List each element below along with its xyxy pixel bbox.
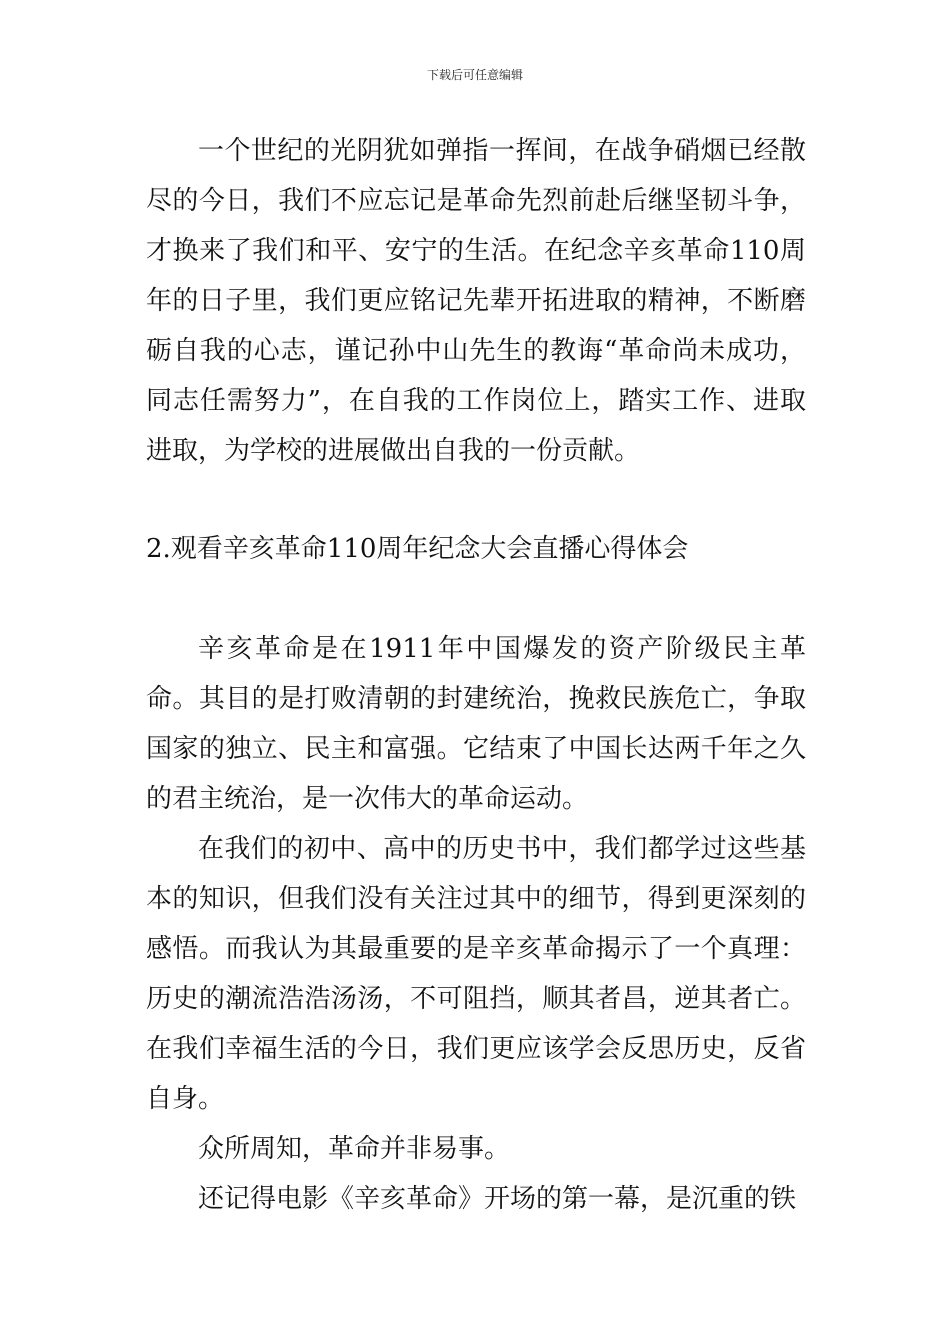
section-2-body: [146, 624, 806, 1224]
paragraph: 还记得电影《辛亥革命》开场的第一幕，是沉重的铁: [198, 1184, 797, 1214]
paragraph: 众所周知，革命并非易事。: [198, 1134, 511, 1164]
paragraph: 一个世纪的光阴犹如弹指一挥间，在战争硝烟已经散尽的今日，我们不应忘记是革命先烈前赴后继坚韧斗争，才换来了我们和平、安宁的生活。在纪念辛亥革命110周年的日子里，我们更应铭记先辈开拓进取的精神，不断磨砺自我的心志，谨记孙中山先生的教诲“革命尚未成功，同志任需努力”，在自我的工作岗位上，踏实工作、进取进取，为学校的进展做出自我的一份贡献。: [146, 136, 806, 466]
header-note: 下载后可任意编辑: [426, 68, 523, 82]
paragraph: 在我们的初中、高中的历史书中，我们都学过这些基本的知识，但我们没有关注过其中的细节，得到更深刻的感悟。而我认为其最重要的是辛亥革命揭示了一个真理：历史的潮流浩浩汤汤，不可阻挡，顺其者昌，逆其者亡。在我们幸福生活的今日，我们更应该学会反思历史，反省自身。: [146, 834, 806, 1114]
section-1-body: [146, 126, 806, 476]
section-2-heading: 2.观看辛亥革命110周年纪念大会直播心得体会: [146, 534, 689, 564]
paragraph: 辛亥革命是在1911年中国爆发的资产阶级民主革命。其目的是打败清朝的封建统治，挽救民族危亡，争取国家的独立、民主和富强。它结束了中国长达两千年之久的君主统治，是一次伟大的革命运动。: [146, 634, 806, 814]
